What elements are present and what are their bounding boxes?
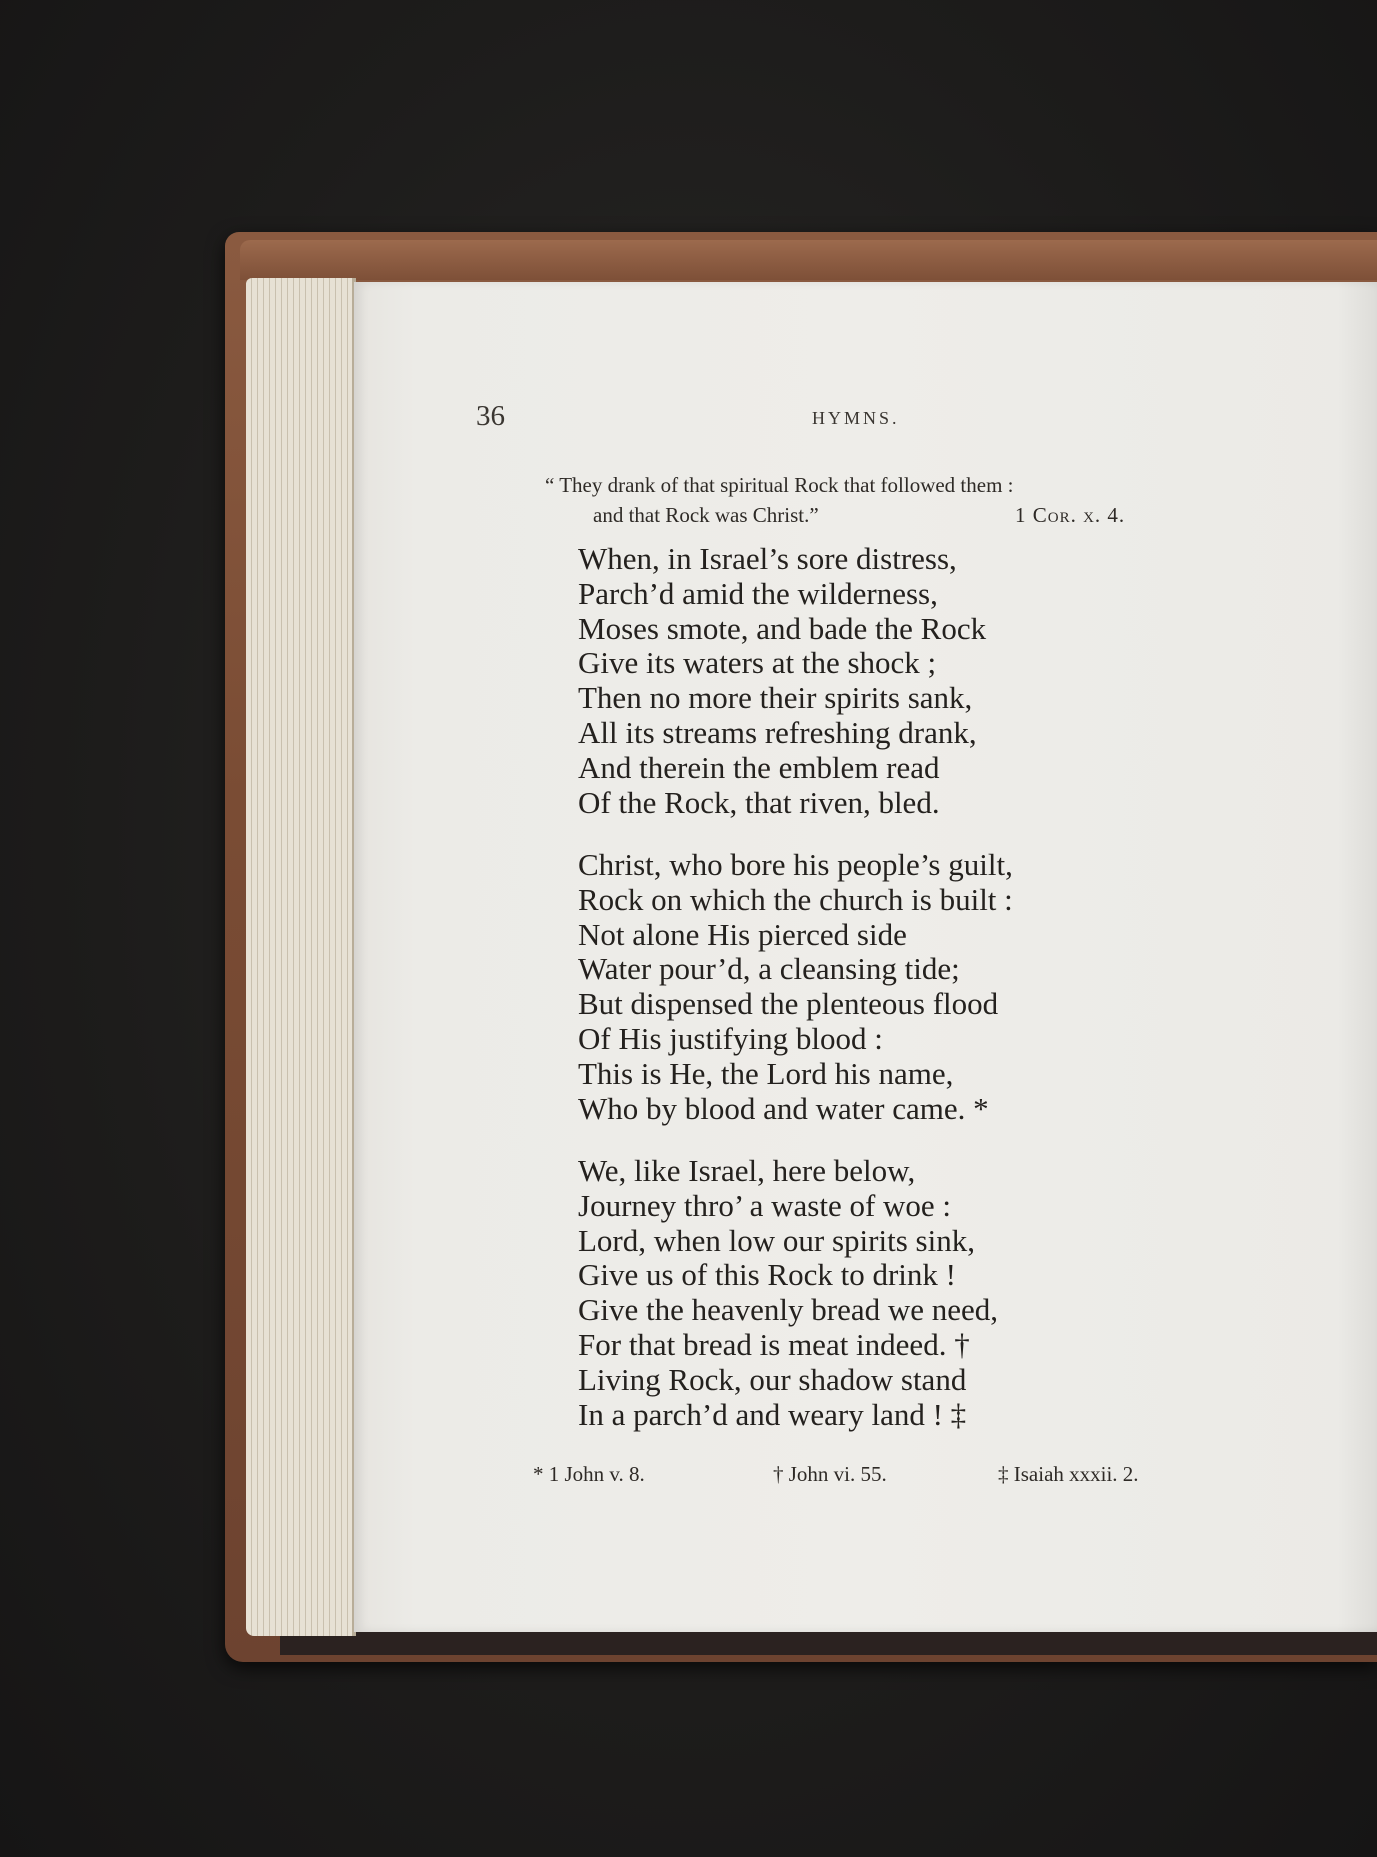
verse-line: Of His justifying blood : xyxy=(578,1020,883,1056)
verse-line: Give us of this Rock to drink ! xyxy=(578,1257,956,1293)
epigraph xyxy=(545,470,1205,530)
page-block-edges xyxy=(246,278,356,1636)
page-gutter-shade xyxy=(1337,282,1377,1632)
stanza-1 xyxy=(578,542,986,820)
verse-line: When, in Israel’s sore distress, xyxy=(578,541,957,576)
verse-line: Moses smote, and bade the Rock xyxy=(578,610,987,646)
stanza-2 xyxy=(578,848,1013,1126)
book-cover-top-edge xyxy=(240,240,1377,280)
verse-line: Who by blood and water came. * xyxy=(578,1090,989,1126)
epigraph-line-1: “ They drank of that spiritual Rock that followed them : xyxy=(545,473,1014,497)
verse-line: Christ, who bore his people’s guilt, xyxy=(578,847,1013,882)
page-number: 36 xyxy=(476,400,505,432)
verse-line: Living Rock, our shadow stand xyxy=(578,1361,967,1397)
verse-line: All its streams refreshing drank, xyxy=(578,714,977,750)
footnote: ‡ Isaiah xxxii. 2. xyxy=(998,1462,1139,1486)
stanza-3 xyxy=(578,1154,998,1432)
footnote: * 1 John v. 8. xyxy=(533,1462,645,1486)
verse-line: We, like Israel, here below, xyxy=(578,1153,916,1188)
verse-line: Give its waters at the shock ; xyxy=(578,645,937,681)
footnote: † John vi. 55. xyxy=(773,1462,887,1486)
verse-line: Give the heavenly bread we need, xyxy=(578,1292,999,1328)
verse-line: Parch’d amid the wilderness, xyxy=(578,575,938,611)
verse-line: Then no more their spirits sank, xyxy=(578,680,973,716)
verse-line: And therein the emblem read xyxy=(578,749,940,785)
verse-line: This is He, the Lord his name, xyxy=(578,1055,954,1091)
verse-line: Water pour’d, a cleansing tide; xyxy=(578,951,960,987)
verse-line: But dispensed the plenteous flood xyxy=(578,986,999,1022)
epigraph-line-2: and that Rock was Christ.” xyxy=(593,503,819,527)
verse-line: For that bread is meat indeed. † xyxy=(578,1326,970,1362)
verse-line: In a parch’d and weary land ! ‡ xyxy=(578,1396,967,1432)
epigraph-reference: 1 Cor. x. 4. xyxy=(1015,503,1126,527)
verse-line: Journey thro’ a waste of woe : xyxy=(578,1187,952,1223)
running-head: HYMNS. xyxy=(812,408,900,428)
verse-line: Rock on which the church is built : xyxy=(578,881,1013,917)
verse-line: Lord, when low our spirits sink, xyxy=(578,1222,975,1258)
verse-line: Of the Rock, that riven, bled. xyxy=(578,784,940,820)
verse-line: Not alone His pierced side xyxy=(578,916,907,952)
